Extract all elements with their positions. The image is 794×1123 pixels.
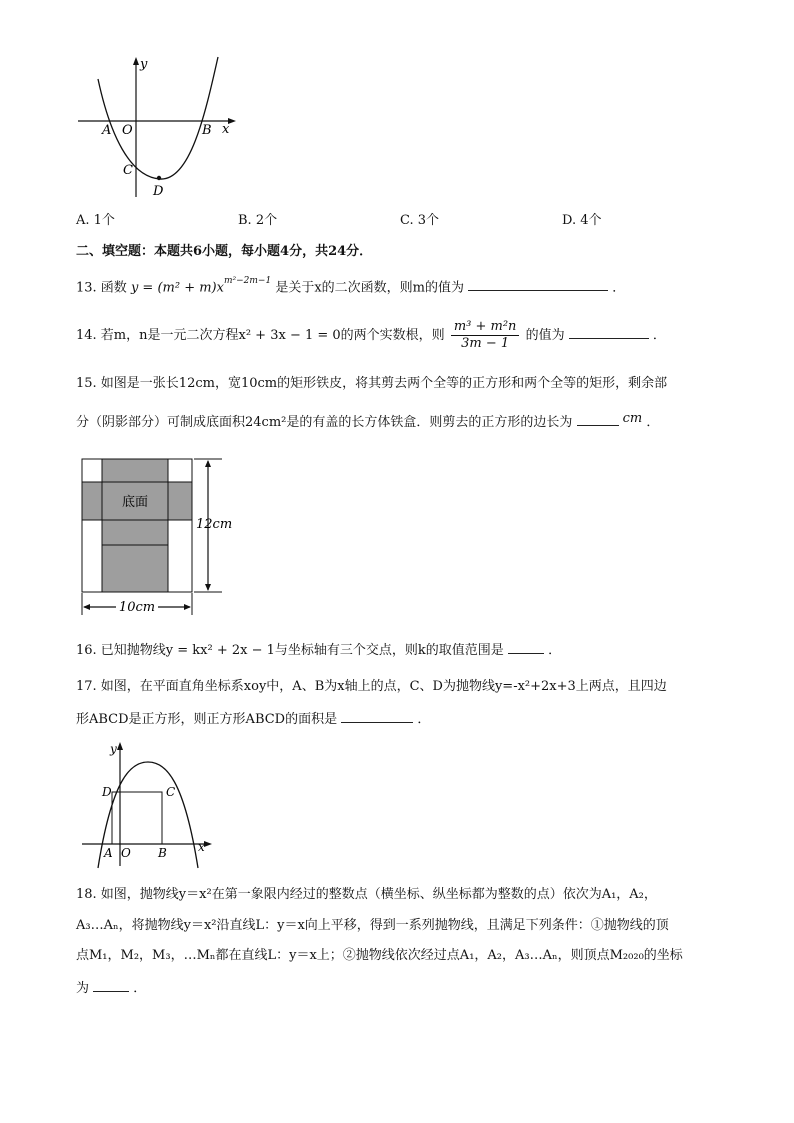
q17-y-label: y	[110, 742, 117, 756]
q17-x-label: x	[198, 840, 205, 854]
q12-point-d: D	[153, 184, 164, 199]
q13-exponent: m²−2m−1	[223, 276, 272, 286]
q16-end: ．	[548, 643, 562, 658]
q18-line-2: A₃…Aₙ，将抛物线y＝x²沿直线L：y＝x向上平移，得到一系列抛物线，且满足下列条件：①抛物线的顶	[76, 918, 669, 933]
q15-unit: cm	[622, 411, 643, 426]
question-16	[76, 641, 561, 660]
q17-point-a: A	[104, 846, 113, 860]
q15-width-label: 10cm	[118, 600, 156, 615]
q16-text: 16. 已知抛物线y = kx² + 2x − 1与坐标轴有三个交点，则k的取值范围是	[76, 643, 504, 658]
q14-fraction	[451, 319, 520, 352]
q12-option-a: A. 1个	[76, 213, 115, 228]
question-14	[76, 318, 666, 354]
q15-line-1: 15. 如图是一张长12cm，宽10cm的矩形铁皮，将其剪去两个全等的正方形和两个全等的矩形，剩余部	[76, 376, 668, 391]
q15-line-2-text: 分（阴影部分）可制成底面积24cm²是的有盖的长方体铁盒．则剪去的正方形的边长为	[76, 415, 573, 430]
q17-line-2-text: 形ABCD是正方形，则正方形ABCD的面积是	[76, 712, 338, 727]
q17-point-b: B	[158, 846, 167, 860]
q15-answer-blank	[577, 413, 619, 426]
q15-sheet-figure	[78, 455, 238, 620]
section-heading: 二、填空题：本题共6小题，每小题4分，共24分．	[76, 244, 373, 259]
q17-origin-o: O	[121, 846, 131, 860]
q18-line-3: 点M₁，M₂，M₃，…Mₙ都在直线L：y＝x上；②抛物线依次经过点A₁，A₂，A₃…Aₙ，则顶点M₂₀₂₀的坐标	[76, 948, 683, 963]
q15-base-label: 底面	[121, 495, 149, 510]
q12-parabola-graph	[70, 55, 240, 200]
q12-y-label: y	[140, 57, 148, 72]
q17-line-1: 17. 如图，在平面直角坐标系xoy中，A、B为x轴上的点，C、D为抛物线y=-x²+2x+3上两点，且四边	[76, 679, 667, 694]
q15-end: ．	[646, 415, 660, 430]
q13-power-base: x	[216, 280, 224, 296]
q13-suffix: 是关于x的二次函数，则m的值为	[275, 280, 464, 296]
q17-point-c: C	[166, 785, 176, 799]
q13-prefix: 13. 函数	[76, 280, 127, 296]
q12-option-b: B. 2个	[238, 213, 278, 228]
q14-prefix: 14. 若m，n是一元二次方程x² + 3x − 1 = 0的两个实数根，则	[76, 328, 445, 343]
q12-option-c: C. 3个	[400, 213, 440, 228]
question-13	[76, 275, 625, 297]
q17-end: ．	[417, 712, 431, 727]
q12-option-d: D. 4个	[562, 213, 602, 228]
q13-func: y = (m² + m)	[130, 280, 217, 296]
q14-answer-blank	[569, 326, 649, 339]
q12-point-a: A	[102, 123, 112, 138]
q17-point-d: D	[102, 785, 112, 799]
q14-suffix: 的值为	[525, 328, 565, 343]
q16-answer-blank	[508, 641, 544, 654]
q12-origin-o: O	[122, 123, 133, 138]
q14-denominator: 3m − 1	[461, 336, 510, 351]
q15-line-2	[76, 413, 659, 432]
q12-x-label: x	[222, 122, 230, 137]
q12-point-b: B	[202, 123, 212, 138]
q14-numerator: m³ + m²n	[451, 319, 520, 336]
q15-height-label: 12cm	[196, 517, 233, 532]
q13-end: ．	[612, 280, 626, 296]
q18-line-4-text: 为	[76, 981, 90, 996]
q17-answer-blank	[341, 710, 413, 723]
q17-square-parabola-graph	[78, 740, 213, 870]
q18-line-1: 18. 如图，抛物线y＝x²在第一象限内经过的整数点（横坐标、纵坐标都为整数的点）依次为A₁，A₂，	[76, 887, 657, 902]
q18-end: ．	[133, 981, 147, 996]
q13-answer-blank	[468, 278, 608, 291]
q18-answer-blank	[93, 979, 129, 992]
q17-line-2	[76, 710, 430, 729]
q12-point-c: C	[123, 163, 133, 178]
q14-end: ．	[652, 328, 666, 343]
q18-line-4	[76, 979, 146, 998]
